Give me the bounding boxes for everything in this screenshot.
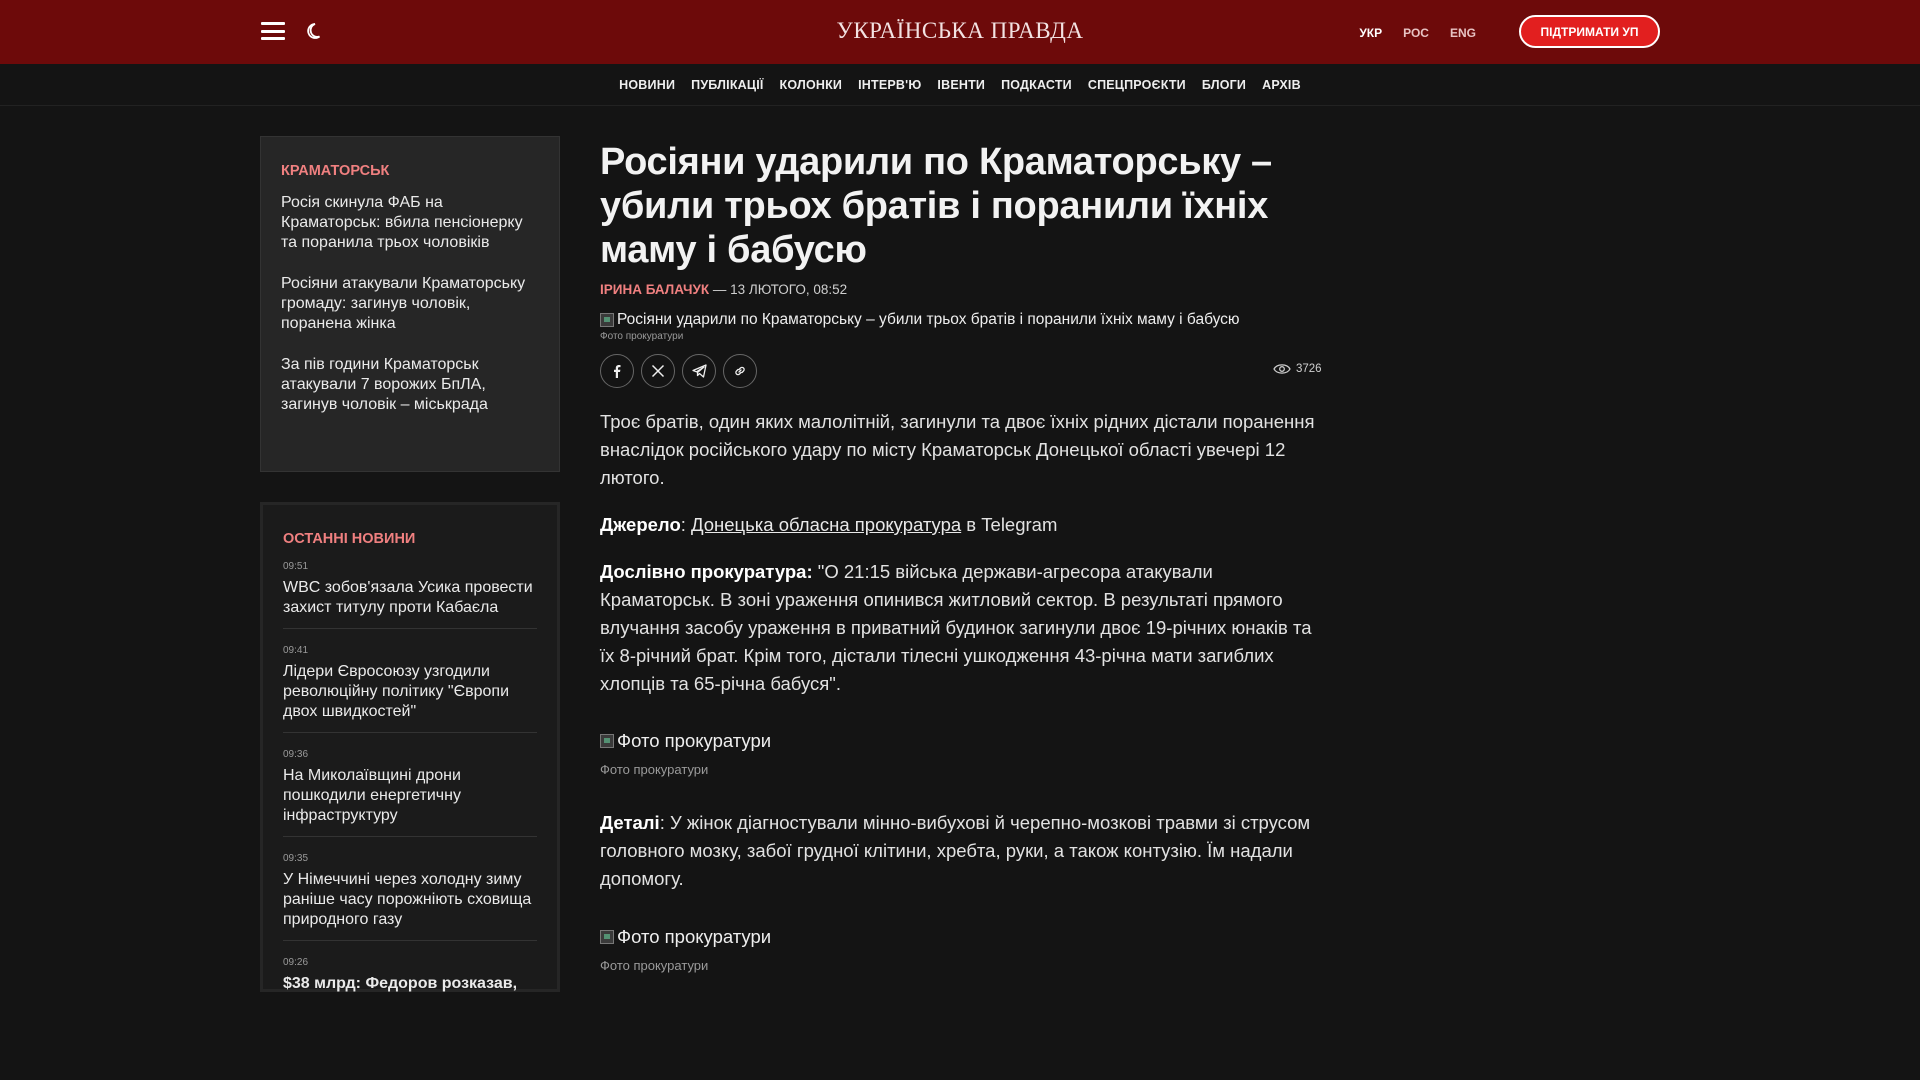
nav-blogs[interactable]: БЛОГИ [1201, 77, 1247, 92]
nav-special-projects[interactable]: СПЕЦПРОЄКТИ [1087, 77, 1186, 92]
menu-icon[interactable] [261, 22, 285, 40]
news-item[interactable] [283, 645, 537, 733]
source-separator: : [680, 514, 692, 535]
nav-podcasts[interactable]: ПОДКАСТИ [1001, 77, 1072, 92]
figure-2-alt: Фото прокуратури [617, 926, 772, 947]
views-count: 3726 [1296, 363, 1322, 375]
related-item[interactable]: Росіяни атакували Краматорську громаду: загинув чоловік, поранена жінка [281, 275, 526, 332]
quote-label: Дослівно прокуратура: [600, 561, 813, 582]
details-paragraph [600, 809, 1320, 893]
source-paragraph [600, 511, 1320, 539]
nav-news[interactable]: НОВИНИ [619, 77, 676, 92]
news-time: 09:41 [283, 645, 309, 656]
x-icon[interactable] [641, 354, 675, 388]
latest-news-panel [260, 502, 560, 992]
latest-news-title[interactable]: ОСТАННІ НОВИНИ [283, 531, 416, 547]
lead-paragraph: Троє братів, один яких малолітній, загинули та двоє їхніх рідних дістали поранення внаслідок російського удару по місту Краматорськ Донецької області увечері 12 лютого. [600, 411, 1315, 488]
moon-icon[interactable] [306, 21, 326, 41]
share-bar [600, 354, 1320, 388]
figure-1-image [600, 730, 1320, 752]
broken-image-icon [600, 734, 614, 748]
related-panel [260, 136, 560, 472]
article-body [600, 408, 1320, 973]
author-link[interactable]: ІРИНА БАЛАЧУК [600, 282, 710, 297]
news-title[interactable]: Лідери Євросоюзу узгодили революційну політику "Європи двох швидкостей" [283, 663, 510, 720]
source-label: Джерело [600, 514, 681, 535]
source-suffix: в Telegram [961, 514, 1058, 535]
news-time: 09:51 [283, 561, 309, 572]
news-title[interactable]: На Миколаївщині дрони пошкодили енергетичну інфраструктуру [283, 767, 461, 824]
details-text: : У жінок діагностували мінно-вибухові й черепно-мозкові травми зі струсом головного мозку, забої грудної клітини, хребта, руки, а також контузію. Їм надали допомогу. [600, 812, 1311, 889]
news-time: 09:26 [283, 957, 309, 968]
main-nav [0, 64, 1920, 106]
figure-1-caption: Фото прокуратури [600, 762, 709, 777]
article [600, 140, 1320, 973]
broken-image-icon [600, 930, 614, 944]
nav-interviews[interactable]: ІНТЕРВ'Ю [858, 77, 922, 92]
related-item[interactable]: Росія скинула ФАБ на Краматорськ: вбила пенсіонерку та поранила трьох чоловіків [281, 194, 523, 251]
news-item[interactable] [283, 853, 537, 941]
support-button[interactable]: ПІДТРИМАТИ УП [1519, 15, 1660, 48]
telegram-icon[interactable] [682, 354, 716, 388]
quote-paragraph [600, 558, 1320, 698]
details-label: Деталі [600, 812, 660, 833]
language-switcher [1359, 26, 1476, 40]
news-item[interactable] [283, 749, 537, 837]
main-image-caption: Фото прокуратури [600, 331, 684, 342]
lang-eng[interactable]: ENG [1449, 26, 1476, 40]
article-headline: Росіяни ударили по Краматорську – убили трьох братів і поранили їхніх маму і бабусю [600, 141, 1272, 271]
nav-events[interactable]: ІВЕНТИ [937, 77, 986, 92]
broken-image-icon [600, 313, 614, 327]
eye-icon [1273, 363, 1291, 375]
main-image-alt: Росіяни ударили по Краматорську – убили трьох братів і поранили їхніх маму і бабусю [617, 311, 1240, 328]
top-bar [0, 0, 1920, 64]
figure-2-caption: Фото прокуратури [600, 958, 709, 973]
news-item[interactable] [283, 561, 537, 629]
publish-date: — 13 ЛЮТОГО, 08:52 [709, 282, 848, 297]
main-image [600, 311, 1320, 329]
nav-archive[interactable]: АРХІВ [1262, 77, 1301, 92]
view-counter [1273, 363, 1322, 375]
facebook-icon[interactable] [600, 354, 634, 388]
nav-publications[interactable]: ПУБЛІКАЦІЇ [691, 77, 764, 92]
viewport-bottom-mask [0, 992, 1920, 1080]
figure-2-image [600, 926, 1320, 948]
byline [600, 282, 1320, 297]
news-title[interactable]: У Німеччині через холодну зиму раніше часу порожніють сховища природного газу [283, 871, 532, 928]
lang-ukr[interactable]: УКР [1359, 26, 1383, 40]
source-link[interactable]: Донецька обласна прокуратура [691, 514, 962, 535]
related-item[interactable]: За пів години Краматорськ атакували 7 ворожих БпЛА, загинув чоловік – міськрада [281, 356, 488, 413]
news-time: 09:36 [283, 749, 309, 760]
news-title[interactable]: $38 млрд: Федоров розказав, [283, 975, 518, 992]
quote-text: "О 21:15 війська держави-агресора атакували Краматорськ. В зоні ураження опинився житловий сектор. В результаті прямого влучання засобу ураження в приватний будинок загинули двоє 19-річних юнаків та їх 8-річний брат. Крім того, дістали тілесні ушкодження 43-річна мати загиблих хлопців та 65-річна бабуся". [600, 561, 1312, 694]
news-time: 09:35 [283, 853, 309, 864]
related-title[interactable]: КРАМАТОРСЬК [281, 163, 390, 179]
figure-1-alt: Фото прокуратури [617, 730, 772, 751]
news-title[interactable]: WBC зобов'язала Усика провести захист титулу проти Кабаєла [283, 579, 533, 616]
site-logo[interactable]: УКРАЇНСЬКА ПРАВДА [836, 18, 1084, 43]
nav-columns[interactable]: КОЛОНКИ [779, 77, 843, 92]
link-icon[interactable] [723, 354, 757, 388]
lang-rus[interactable]: РОС [1403, 26, 1429, 40]
figure-2 [600, 926, 1320, 973]
figure-1 [600, 730, 1320, 777]
